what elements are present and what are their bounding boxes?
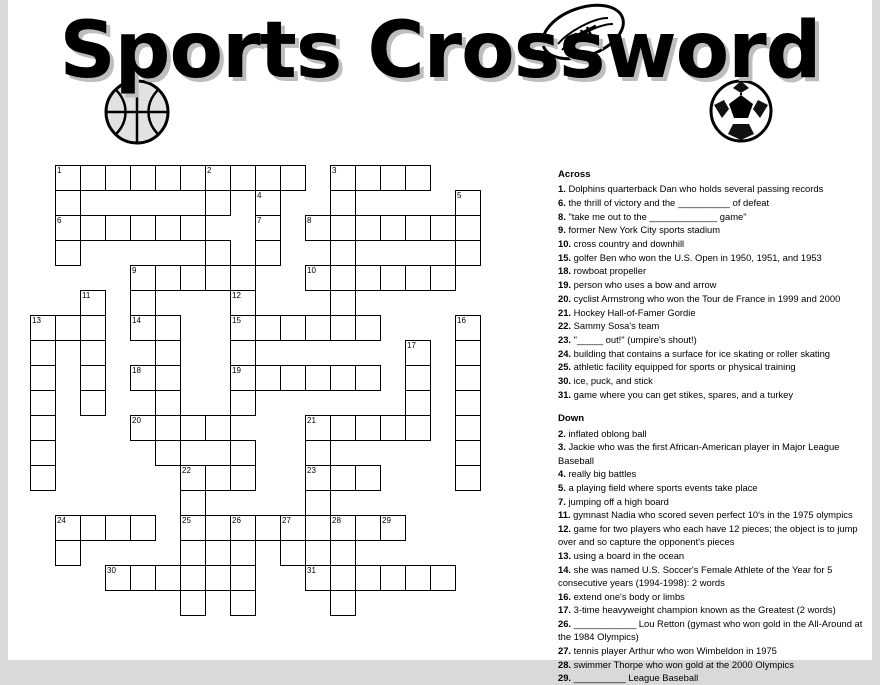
grid-cell[interactable] [255, 365, 281, 391]
grid-cell[interactable] [230, 590, 256, 616]
grid-cell[interactable] [380, 515, 406, 541]
grid-cell[interactable] [55, 540, 81, 566]
grid-cell[interactable] [455, 390, 481, 416]
down-clue [558, 563, 864, 589]
grid-cell[interactable] [80, 340, 106, 366]
grid-cell-number: 16 [457, 316, 466, 325]
grid-cell[interactable] [230, 340, 256, 366]
grid-cell[interactable] [180, 465, 206, 491]
down-clue-text: tennis player Arthur who won Wimbeldon in 1975 [573, 644, 777, 656]
down-clue-number: 11. [558, 509, 574, 521]
across-clue-text: golfer Ben who won the U.S. Open in 1950, 1951, and 1953 [573, 251, 822, 263]
down-clue [558, 617, 864, 643]
across-clue [558, 237, 864, 250]
grid-cell[interactable] [255, 190, 281, 216]
grid-cell[interactable] [455, 315, 481, 341]
grid-cell[interactable] [330, 290, 356, 316]
grid-cell[interactable] [355, 565, 381, 591]
grid-cell[interactable] [330, 590, 356, 616]
grid-cell[interactable] [255, 240, 281, 266]
across-clue-number: 31. [558, 388, 574, 400]
grid-cell[interactable] [180, 215, 206, 241]
grid-cell[interactable] [105, 565, 131, 591]
across-clue-text: game where you can get stikes, spares, and a turkey [573, 388, 794, 400]
grid-cell[interactable] [355, 515, 381, 541]
clue-list [558, 168, 864, 685]
grid-cell-number: 26 [232, 516, 241, 525]
grid-cell[interactable] [180, 490, 206, 516]
grid-cell[interactable] [55, 190, 81, 216]
grid-cell[interactable] [455, 240, 481, 266]
across-clue-number: 20. [558, 292, 574, 304]
grid-cell[interactable] [80, 165, 106, 191]
across-clue-text: cyclist Armstrong who won the Tour de France in 1999 and 2000 [573, 292, 841, 304]
grid-cell[interactable] [455, 415, 481, 441]
grid-cell[interactable] [180, 540, 206, 566]
grid-cell[interactable] [430, 215, 456, 241]
across-clue-number: 6. [558, 196, 569, 208]
grid-cell[interactable] [305, 515, 331, 541]
grid-cell[interactable] [105, 215, 131, 241]
across-clue-text: building that contains a surface for ice skating or roller skating [573, 347, 831, 359]
grid-cell-number: 14 [132, 316, 141, 325]
grid-cell[interactable] [130, 515, 156, 541]
grid-cell[interactable] [255, 515, 281, 541]
down-clue-number: 16. [558, 590, 574, 602]
grid-cell[interactable] [130, 290, 156, 316]
grid-cell[interactable] [130, 415, 156, 441]
grid-cell[interactable] [155, 440, 181, 466]
down-clue-number: 2. [558, 427, 569, 439]
down-clue [558, 671, 864, 684]
grid-cell[interactable] [330, 240, 356, 266]
grid-cell-number: 3 [332, 166, 337, 175]
grid-cell[interactable] [405, 365, 431, 391]
across-clue [558, 319, 864, 332]
down-clue [558, 590, 864, 603]
grid-cell[interactable] [405, 415, 431, 441]
grid-cell[interactable] [305, 315, 331, 341]
grid-cell[interactable] [205, 190, 231, 216]
grid-cell-number: 6 [57, 216, 62, 225]
grid-cell[interactable] [205, 565, 231, 591]
grid-cell[interactable] [305, 215, 331, 241]
across-clue-number: 22. [558, 320, 574, 332]
grid-cell[interactable] [330, 465, 356, 491]
grid-cell[interactable] [355, 415, 381, 441]
down-clue-text: ____________ Lou Retton (gymast who won gold in the All-Around at the 1984 Olympics) [558, 618, 863, 643]
down-clue-text: using a board in the ocean [573, 549, 685, 561]
grid-cell[interactable] [330, 415, 356, 441]
grid-cell[interactable] [130, 265, 156, 291]
grid-cell[interactable] [105, 165, 131, 191]
grid-cell[interactable] [180, 565, 206, 591]
grid-cell[interactable] [230, 265, 256, 291]
grid-cell-number: 10 [307, 266, 316, 275]
crossword-grid[interactable] [30, 165, 540, 645]
grid-cell-number: 12 [232, 291, 241, 300]
across-clue [558, 182, 864, 195]
across-clue [558, 333, 864, 346]
grid-cell[interactable] [305, 465, 331, 491]
grid-cell[interactable] [305, 415, 331, 441]
across-clue-number: 25. [558, 361, 574, 373]
across-clue-number: 18. [558, 265, 574, 277]
grid-cell[interactable] [180, 590, 206, 616]
down-clue [558, 603, 864, 616]
across-clue-number: 1. [558, 183, 569, 195]
grid-cell[interactable] [230, 465, 256, 491]
across-clue-text: the thrill of victory and the __________ of defeat [568, 196, 770, 208]
down-clue-number: 3. [558, 441, 569, 453]
grid-cell[interactable] [455, 190, 481, 216]
grid-cell-number: 1 [57, 166, 62, 175]
down-clue-number: 17. [558, 604, 574, 616]
down-clue-text: really big battles [568, 468, 637, 480]
worksheet-page [8, 0, 872, 684]
grid-cell[interactable] [205, 465, 231, 491]
down-clue-number: 27. [558, 644, 574, 656]
across-clue [558, 210, 864, 223]
grid-cell-number: 15 [232, 316, 241, 325]
grid-cell[interactable] [30, 440, 56, 466]
grid-cell[interactable] [255, 315, 281, 341]
across-clues [558, 182, 864, 401]
grid-cell[interactable] [405, 265, 431, 291]
grid-cell-number: 24 [57, 516, 66, 525]
across-heading: Across [558, 169, 591, 180]
grid-cell[interactable] [305, 265, 331, 291]
grid-cell[interactable] [30, 390, 56, 416]
across-clue-number: 9. [558, 224, 569, 236]
grid-cell[interactable] [230, 290, 256, 316]
down-clue [558, 427, 864, 440]
across-clue-number: 8. [558, 210, 569, 222]
grid-cell[interactable] [355, 465, 381, 491]
grid-cell[interactable] [255, 165, 281, 191]
grid-cell[interactable] [130, 165, 156, 191]
across-clue-text: Sammy Sosa's team [573, 320, 660, 332]
grid-cell[interactable] [205, 415, 231, 441]
grid-cell-number: 7 [257, 216, 262, 225]
grid-cell[interactable] [80, 315, 106, 341]
grid-cell[interactable] [155, 315, 181, 341]
grid-cell[interactable] [230, 165, 256, 191]
down-clue-text: game for two players who each have 12 pieces; the object is to jump over and so capture the opponent's pieces [558, 523, 858, 548]
grid-cell[interactable] [80, 290, 106, 316]
grid-cell[interactable] [405, 565, 431, 591]
grid-cell-number: 13 [32, 316, 41, 325]
grid-cell[interactable] [455, 215, 481, 241]
across-clue [558, 374, 864, 387]
across-clue [558, 223, 864, 236]
grid-cell-number: 18 [132, 366, 141, 375]
across-clue-number: 21. [558, 306, 574, 318]
grid-cell[interactable] [230, 440, 256, 466]
grid-cell[interactable] [280, 540, 306, 566]
grid-cell[interactable] [455, 440, 481, 466]
grid-cell[interactable] [405, 165, 431, 191]
grid-cell[interactable] [305, 365, 331, 391]
grid-cell[interactable] [55, 515, 81, 541]
grid-cell[interactable] [30, 415, 56, 441]
grid-cell[interactable] [205, 240, 231, 266]
down-clue-number: 12. [558, 523, 574, 535]
grid-cell[interactable] [405, 390, 431, 416]
grid-cell-number: 30 [107, 566, 116, 575]
grid-cell[interactable] [330, 215, 356, 241]
down-clue-text: gymnast Nadia who scored seven perfect 10's in the 1975 olympics [573, 509, 853, 521]
grid-cell[interactable] [155, 265, 181, 291]
grid-cell[interactable] [455, 465, 481, 491]
grid-cell-number: 20 [132, 416, 141, 425]
down-clue-text: swimmer Thorpe who won gold at the 2000 Olympics [573, 658, 794, 670]
across-clue [558, 264, 864, 277]
grid-cell[interactable] [105, 515, 131, 541]
grid-cell[interactable] [280, 365, 306, 391]
down-clue [558, 467, 864, 480]
across-clue-number: 24. [558, 347, 574, 359]
grid-cell[interactable] [155, 390, 181, 416]
grid-cell[interactable] [155, 365, 181, 391]
grid-cell[interactable] [330, 365, 356, 391]
down-clue [558, 508, 864, 521]
across-clue-text: rowboat propeller [573, 265, 647, 277]
grid-cell[interactable] [280, 315, 306, 341]
grid-cell[interactable] [155, 565, 181, 591]
grid-cell-number: 17 [407, 341, 416, 350]
grid-cell[interactable] [230, 515, 256, 541]
grid-cell[interactable] [380, 215, 406, 241]
title-banner [8, 0, 872, 152]
grid-cell[interactable] [330, 515, 356, 541]
grid-cell-number: 8 [307, 216, 312, 225]
grid-cell[interactable] [255, 215, 281, 241]
grid-cell[interactable] [180, 265, 206, 291]
down-clue-text: Jackie who was the first African-American player in Major League Baseball [558, 441, 840, 466]
grid-cell-number: 4 [257, 191, 262, 200]
across-clue [558, 306, 864, 319]
down-clue [558, 440, 864, 466]
grid-cell-number: 29 [382, 516, 391, 525]
down-clue-number: 28. [558, 658, 574, 670]
down-clue-text: __________ League Baseball [573, 672, 699, 684]
grid-cell[interactable] [305, 565, 331, 591]
grid-cell[interactable] [155, 415, 181, 441]
across-clue-text: "_____ out!" (umpire's shout!) [573, 333, 697, 345]
grid-cell[interactable] [405, 215, 431, 241]
grid-cell-number: 25 [182, 516, 191, 525]
grid-cell[interactable] [55, 215, 81, 241]
grid-cell[interactable] [380, 565, 406, 591]
down-clue-number: 29. [558, 672, 574, 684]
grid-cell[interactable] [380, 415, 406, 441]
grid-cell-number: 9 [132, 266, 137, 275]
grid-cell[interactable] [30, 340, 56, 366]
grid-cell-number: 19 [232, 366, 241, 375]
grid-cell[interactable] [355, 165, 381, 191]
down-clue-text: inflated oblong ball [568, 427, 647, 439]
page-title: Sports Crossword [59, 6, 821, 96]
grid-cell[interactable] [330, 165, 356, 191]
grid-cell[interactable] [180, 415, 206, 441]
grid-cell[interactable] [80, 365, 106, 391]
grid-cell[interactable] [155, 165, 181, 191]
grid-cell-number: 27 [282, 516, 291, 525]
grid-cell[interactable] [280, 515, 306, 541]
grid-cell[interactable] [455, 365, 481, 391]
grid-cell[interactable] [130, 565, 156, 591]
down-clue-number: 14. [558, 563, 574, 575]
down-clue-text: 3-time heavyweight champion known as the Greatest (2 words) [573, 604, 836, 616]
grid-cell[interactable] [80, 515, 106, 541]
across-clue-text: ice, puck, and stick [573, 375, 653, 387]
grid-cell[interactable] [55, 165, 81, 191]
grid-cell[interactable] [305, 440, 331, 466]
down-clue [558, 549, 864, 562]
down-clue [558, 644, 864, 657]
down-clue-number: 5. [558, 481, 569, 493]
grid-cell[interactable] [180, 165, 206, 191]
grid-cell-number: 21 [307, 416, 316, 425]
grid-cell[interactable] [355, 265, 381, 291]
grid-cell[interactable] [55, 315, 81, 341]
grid-cell[interactable] [130, 215, 156, 241]
grid-cell[interactable] [155, 215, 181, 241]
grid-cell[interactable] [205, 165, 231, 191]
grid-cell[interactable] [330, 540, 356, 566]
grid-cell[interactable] [230, 365, 256, 391]
across-clue [558, 251, 864, 264]
across-clue-text: person who uses a bow and arrow [573, 279, 717, 291]
grid-cell[interactable] [355, 315, 381, 341]
across-clue [558, 292, 864, 305]
across-clue [558, 360, 864, 373]
grid-cell[interactable] [330, 265, 356, 291]
across-clue-number: 23. [558, 333, 574, 345]
grid-cell[interactable] [330, 315, 356, 341]
grid-cell[interactable] [55, 240, 81, 266]
across-clue-number: 19. [558, 279, 574, 291]
across-clue-text: athletic facility equipped for sports or physical training [573, 361, 796, 373]
down-clue-text: a playing field where sports events take place [568, 481, 758, 493]
grid-cell-number: 31 [307, 566, 316, 575]
down-clue-text: jumping off a high board [568, 495, 669, 507]
grid-cell[interactable] [380, 265, 406, 291]
grid-cell[interactable] [130, 365, 156, 391]
across-clue-text: cross country and downhill [573, 238, 685, 250]
grid-cell[interactable] [30, 365, 56, 391]
grid-cell[interactable] [280, 165, 306, 191]
down-clue-text: she was named U.S. Soccer's Female Athlete of the Year for 5 consecutive years (1994-1998): 2 words [558, 563, 833, 588]
grid-cell[interactable] [430, 265, 456, 291]
down-clue-text: extend one's body or limbs [573, 590, 685, 602]
grid-cell[interactable] [205, 265, 231, 291]
across-clue [558, 347, 864, 360]
across-clue-text: Dolphins quarterback Dan who holds several passing records [568, 183, 824, 195]
grid-cell-number: 2 [207, 166, 212, 175]
across-clue-number: 10. [558, 238, 574, 250]
down-clue [558, 481, 864, 494]
grid-cell[interactable] [355, 365, 381, 391]
grid-cell-number: 22 [182, 466, 191, 475]
grid-cell[interactable] [180, 515, 206, 541]
down-clue-number: 26. [558, 618, 574, 629]
grid-cell[interactable] [205, 515, 231, 541]
across-clue-number: 30. [558, 375, 574, 387]
grid-cell[interactable] [80, 390, 106, 416]
across-clue-text: "take me out to the _____________ game" [568, 210, 747, 222]
grid-cell[interactable] [455, 340, 481, 366]
grid-cell[interactable] [230, 540, 256, 566]
grid-cell-number: 28 [332, 516, 341, 525]
grid-cell[interactable] [130, 315, 156, 341]
grid-cell[interactable] [230, 565, 256, 591]
across-clue-text: Hockey Hall-of-Famer Gordie [573, 306, 696, 318]
across-clue-number: 15. [558, 251, 574, 263]
grid-cell-number: 23 [307, 466, 316, 475]
grid-cell[interactable] [80, 215, 106, 241]
grid-cell[interactable] [430, 565, 456, 591]
grid-cell-number: 5 [457, 191, 462, 200]
across-clue [558, 278, 864, 291]
grid-cell[interactable] [380, 165, 406, 191]
grid-cell[interactable] [355, 215, 381, 241]
grid-cell[interactable] [230, 315, 256, 341]
across-clue-text: former New York City sports stadium [568, 224, 721, 236]
down-heading: Down [558, 413, 585, 425]
grid-cell-number: 11 [82, 291, 91, 300]
down-clue [558, 495, 864, 508]
down-clue-number: 7. [558, 495, 569, 507]
down-clue [558, 522, 864, 548]
grid-cell[interactable] [330, 190, 356, 216]
grid-cell[interactable] [405, 340, 431, 366]
grid-cell[interactable] [230, 390, 256, 416]
across-clue [558, 388, 864, 401]
grid-cell[interactable] [155, 340, 181, 366]
grid-cell[interactable] [30, 465, 56, 491]
across-clue [558, 196, 864, 209]
grid-cell[interactable] [330, 565, 356, 591]
grid-cell[interactable] [30, 315, 56, 341]
down-clue-number: 13. [558, 549, 574, 561]
down-clue-number: 4. [558, 468, 569, 480]
down-clues [558, 427, 864, 685]
grid-cell[interactable] [305, 490, 331, 516]
